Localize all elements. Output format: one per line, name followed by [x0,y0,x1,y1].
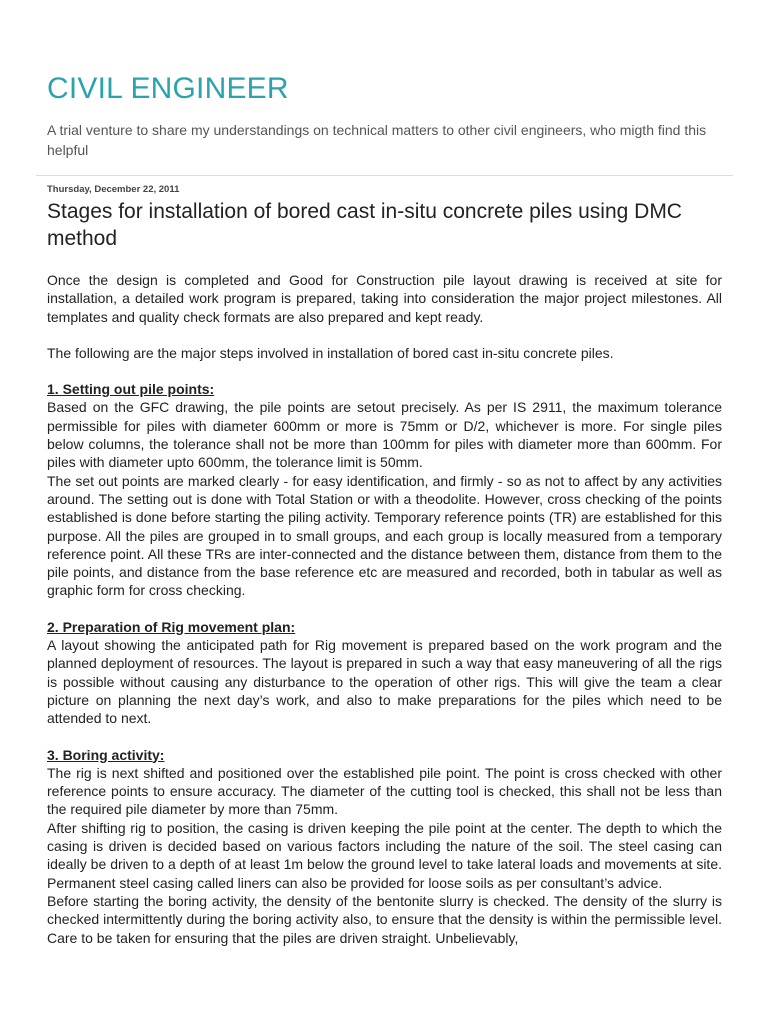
section-heading-boring-activity: 3. Boring activity: [47,746,165,763]
section-heading-rig-movement: 2. Preparation of Rig movement plan: [47,618,296,635]
paragraph-gap [47,326,722,344]
section-paragraph: A layout showing the anticipated path for Rig movement is prepared based on the work program and the planned deployment of resources. The layout is prepared in such a way that easy maneuvering of all the rigs is possible without causing any disturbance to the operation of other rigs. This will give the team a clear picture on planning the next day’s work, and also to make preparations for the piles which need to be attended to next. [47,637,722,727]
section-paragraph: The rig is next shifted and positioned over the established pile point. The point is cross checked with other reference points to ensure accuracy. The diameter of the cutting tool is checked, this shall not be less than the required pile diameter by more than 75mm. [47,764,722,818]
blog-title[interactable]: CIVIL ENGINEER [47,72,289,105]
post-title[interactable]: Stages for installation of bored cast in-situ concrete piles using DMC method [47,200,682,250]
paragraph-gap [47,362,722,380]
section-paragraph: Before starting the boring activity, the density of the bentonite slurry is checked. The density of the slurry is checked intermittently during the boring activity also, to ensure that the density is within the permissible level. Care to be taken for ensuring that the piles are driven straight. Unbelievably, [47,892,722,946]
intro-paragraph: The following are the major steps involved in installation of bored cast in-situ concrete piles. [47,344,614,361]
post-body [47,271,722,947]
section-paragraph: The set out points are marked clearly - for easy identification, and firmly - so as not to affect by any activities around. The setting out is done with Total Station or with a theodolite. However, cross checking of the points established is done before starting the piling activity. Temporary reference points (TR) are established for this purpose. All the piles are grouped in to small groups, and each group is locally measured from a temporary reference point. All these TRs are inter-connected and the distance between them, distance from them to the pile points, and distance from the base reference etc are measured and recorded, both in tabular as well as graphic form for cross checking. [47,472,722,599]
blog-header [47,70,727,160]
paragraph-gap [47,728,722,746]
section-heading-setting-out: 1. Setting out pile points: [47,381,215,398]
post-date: Thursday, December 22, 2011 [47,184,180,195]
blog-post [47,184,722,947]
header-divider [36,175,733,176]
intro-paragraph: Once the design is completed and Good for Construction pile layout drawing is received at site for installation, a detailed work program is prepared, taking into consideration the major project milestones. All templates and quality check formats are also prepared and kept ready. [47,272,722,325]
section-paragraph: After shifting rig to position, the casing is driven keeping the pile point at the center. The depth to which the casing is driven is decided based on various factors including the nature of the soil. The steel casing can ideally be driven to a depth of at least 1m below the ground level to take lateral loads and movements at site. Permanent steel casing called liners can also be provided for loose soils as per consultant’s advice. [47,819,722,891]
section-paragraph: Based on the GFC drawing, the pile points are setout precisely. As per IS 2911, the maximum tolerance permissible for piles with diameter 600mm or more is 75mm or D/2, whichever is more. For single piles below columns, the tolerance shall not be more than 100mm for piles with diameter more than 600mm. For piles with diameter upto 600mm, the tolerance limit is 50mm. [47,399,722,471]
blog-description: A trial venture to share my understandings on technical matters to other civil engineers, who migth find this helpful [47,122,707,158]
paragraph-gap [47,600,722,618]
